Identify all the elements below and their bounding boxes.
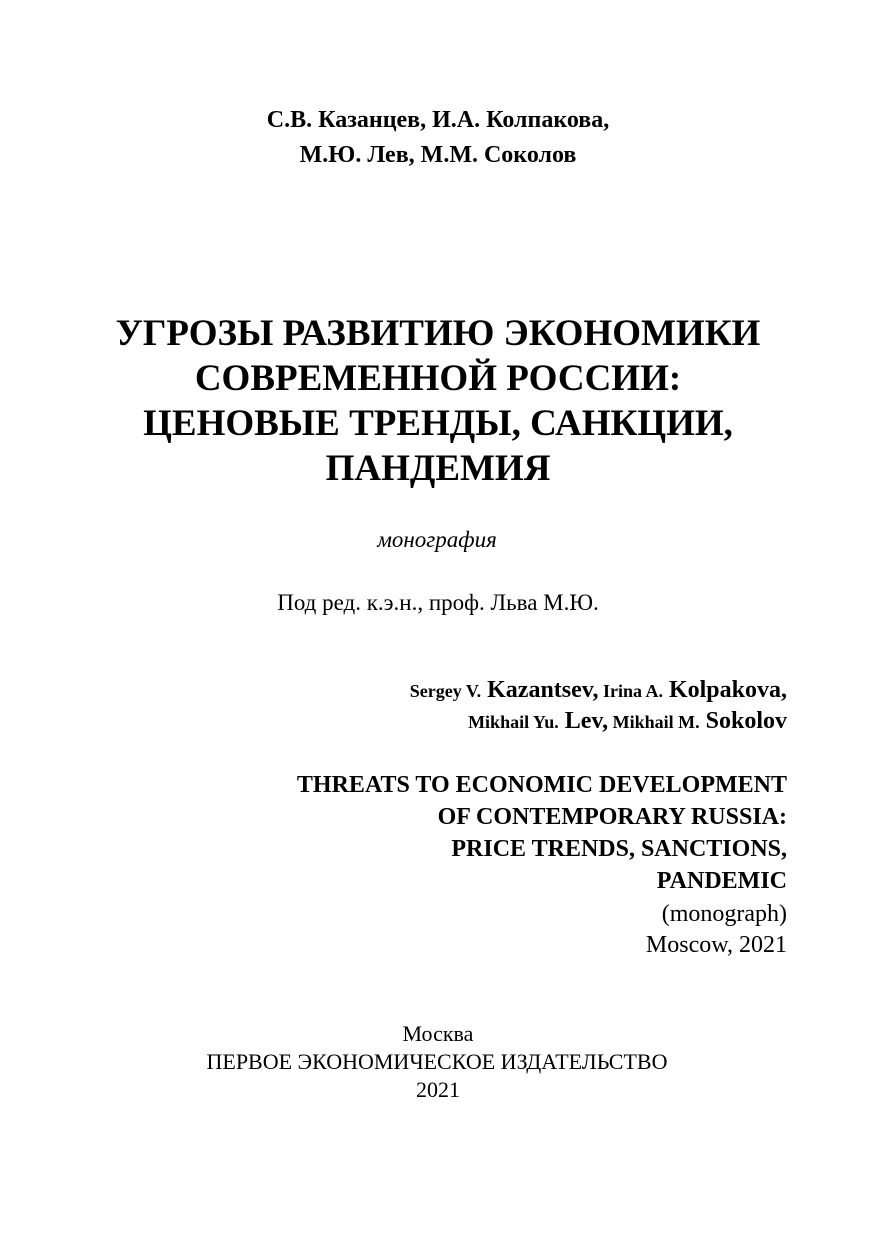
- imprint-year: 2021: [416, 1077, 460, 1102]
- title-en-line: PRICE TRENDS, SANCTIONS,: [451, 836, 787, 862]
- author-en-family: Lev,: [558, 708, 609, 734]
- author-en-given: Mikhail Yu.: [468, 712, 559, 732]
- authors-ru-line-1: С.В. Казанцев, И.А. Колпакова,: [266, 107, 610, 133]
- title-en-line: OF CONTEMPORARY RUSSIA:: [437, 804, 787, 830]
- title-ru-line: ЦЕНОВЫЕ ТРЕНДЫ, САНКЦИИ,: [143, 403, 733, 444]
- subtitle-en: (monograph): [661, 901, 787, 927]
- imprint-city: Москва: [402, 1021, 474, 1046]
- imprint-publisher: ПЕРВОЕ ЭКОНОМИЧЕСКОЕ ИЗДАТЕЛЬСТВО: [206, 1049, 668, 1074]
- authors-en-line-2: [468, 707, 787, 738]
- title-ru-line: ПАНДЕМИЯ: [325, 448, 551, 489]
- author-en-given: Sergey V.: [409, 681, 482, 701]
- authors-ru-line-2: М.Ю. Лев, М.М. Соколов: [299, 142, 577, 168]
- subtitle-ru: монография: [377, 527, 497, 552]
- title-en-line: THREATS TO ECONOMIC DEVELOPMENT: [296, 772, 787, 798]
- place-year-en: Moscow, 2021: [645, 932, 787, 958]
- author-en-family: Kolpakova,: [662, 677, 787, 703]
- title-ru-line: СОВРЕМЕННОЙ РОССИИ:: [194, 358, 682, 399]
- author-en-given: Mikhail M.: [608, 712, 700, 732]
- editor-ru: Под ред. к.э.н., проф. Льва М.Ю.: [277, 590, 599, 615]
- title-en-line: PANDEMIC: [656, 868, 787, 894]
- authors-en-line-1: [410, 676, 787, 707]
- title-ru-line: УГРОЗЫ РАЗВИТИЮ ЭКОНОМИКИ: [115, 313, 761, 354]
- author-en-given: Irina A.: [598, 681, 663, 701]
- author-en-family: Kazantsev,: [481, 677, 599, 703]
- author-en-family: Sokolov: [699, 708, 787, 734]
